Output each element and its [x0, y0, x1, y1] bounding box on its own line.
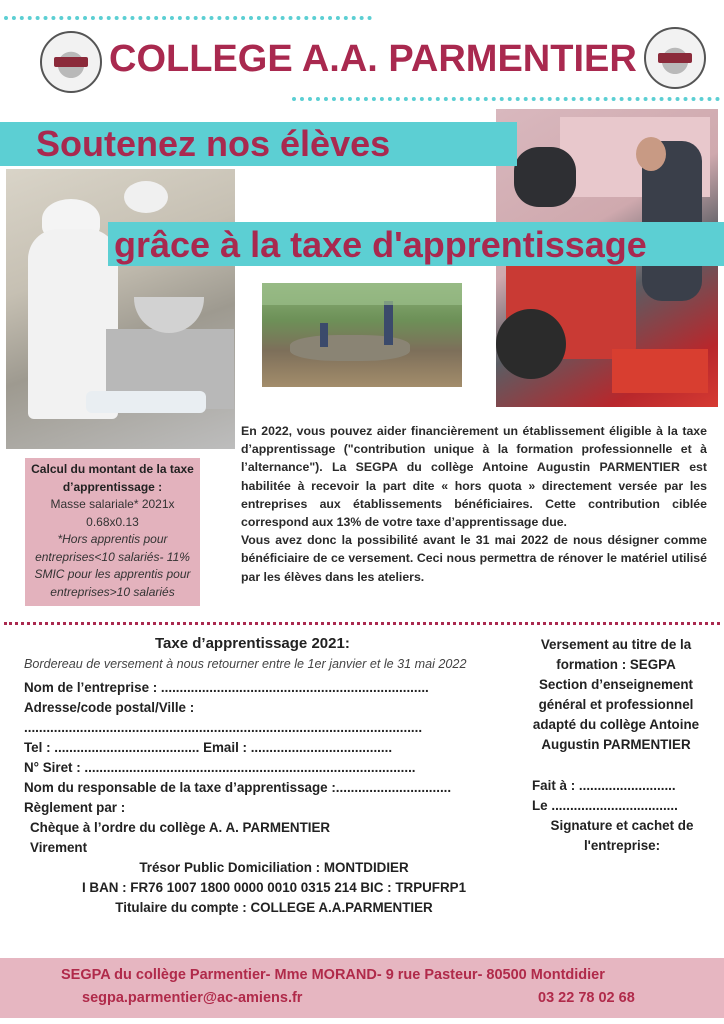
bank-details — [24, 858, 524, 918]
kitchen-photo — [6, 169, 235, 449]
garden-photo — [262, 283, 462, 387]
siret-field[interactable]: N° Siret : ......................................................................................... — [24, 760, 416, 775]
calc-formula: Masse salariale* 2021x 0.68x0.13 — [50, 497, 175, 529]
intro-text — [241, 422, 707, 586]
intro-paragraph-2: Vous avez donc la possibilité avant le 31 mai 2022 de nous désigner comme bénéficiaire de ce versement. Ceci nous permettra de rénover le matériel utilisé par les élèves dans les ateliers. — [241, 533, 707, 584]
intro-paragraph-1: En 2022, vous pouvez aider financièrement un établissement éligible à la taxe d’apprentissage ("contribution unique à la formation professionnelle et à l’alternance"). La SEGPA du collège Antoine Augustin PARMENTIER est habilitée à recevoir la part dite « hors quota » directement versée par les entreprises aux établissements bénéficiaires. Cette contribution ciblée correspond aux 13% de votre taxe d’apprentissage due. — [241, 424, 707, 530]
payment-label: Règlement par : — [24, 800, 126, 815]
footer-phone[interactable]: 03 22 78 02 68 — [538, 990, 635, 1006]
signature-block — [532, 776, 712, 856]
date-field[interactable]: Le .................................. — [532, 798, 678, 813]
footer-email[interactable]: segpa.parmentier@ac-amiens.fr — [82, 990, 303, 1006]
address-field[interactable]: ........................................................................................................... — [24, 720, 423, 735]
cheque-option[interactable] — [24, 818, 514, 838]
address-label: Adresse/code postal/Ville : — [24, 700, 195, 715]
banner-line-1: Soutenez nos élèves — [36, 123, 391, 164]
banner-line-2: grâce à la taxe d'apprentissage — [114, 224, 647, 265]
school-logo-right — [644, 27, 706, 89]
form-title: Taxe d’apprentissage 2021: — [155, 635, 350, 652]
bank-line-2: I BAN : FR76 1007 1800 0000 0010 0315 214 BIC : TRPUFRP1 — [81, 880, 467, 895]
transfer-label: Virement — [30, 840, 88, 855]
bank-line-3: Titulaire du compte : COLLEGE A.A.PARMENTIER — [115, 900, 433, 915]
transfer-option[interactable] — [24, 838, 514, 858]
company-field[interactable]: Nom de l’entreprise : ........................................................................ — [24, 680, 429, 695]
tel-email-field[interactable]: Tel : ....................................... Email : ...................................... — [24, 740, 393, 755]
fait-field[interactable]: Fait à : .......................... — [532, 778, 676, 793]
section-divider — [4, 622, 720, 625]
bank-line-1: Trésor Public Domiciliation : MONTDIDIER — [139, 860, 409, 875]
top-dotted-rule — [4, 16, 372, 20]
manager-field[interactable]: Nom du responsable de la taxe d’apprentissage :............................... — [24, 780, 452, 795]
side-line-2: Section d’enseignement général et professionnel adapté du collège Antoine Augustin PARMENTIER — [532, 677, 700, 752]
header-dotted-rule — [292, 97, 720, 101]
calc-title: Calcul du montant de la taxe d’apprentissage : — [31, 462, 194, 494]
cheque-label: Chèque à l’ordre du collège A. A. PARMENTIER — [30, 820, 331, 835]
page-title: COLLEGE A.A. PARMENTIER — [109, 38, 637, 80]
school-logo-left — [40, 31, 102, 93]
side-info — [516, 635, 716, 755]
side-line-1: Versement au titre de la formation : SEGPA — [540, 637, 692, 672]
form-subtitle: Bordereau de versement à nous retourner entre le 1er janvier et le 31 mai 2022 — [24, 657, 467, 671]
footer-address: SEGPA du collège Parmentier- Mme MORAND- 9 rue Pasteur- 80500 Montdidier — [61, 967, 605, 983]
calc-box — [25, 458, 200, 606]
form-fields — [24, 678, 514, 858]
signature-label: Signature et cachet de l'entreprise: — [550, 818, 694, 853]
calc-note: *Hors apprentis pour entreprises<10 salariés- 11% SMIC pour les apprentis pour entreprises>10 salariés — [34, 532, 191, 599]
